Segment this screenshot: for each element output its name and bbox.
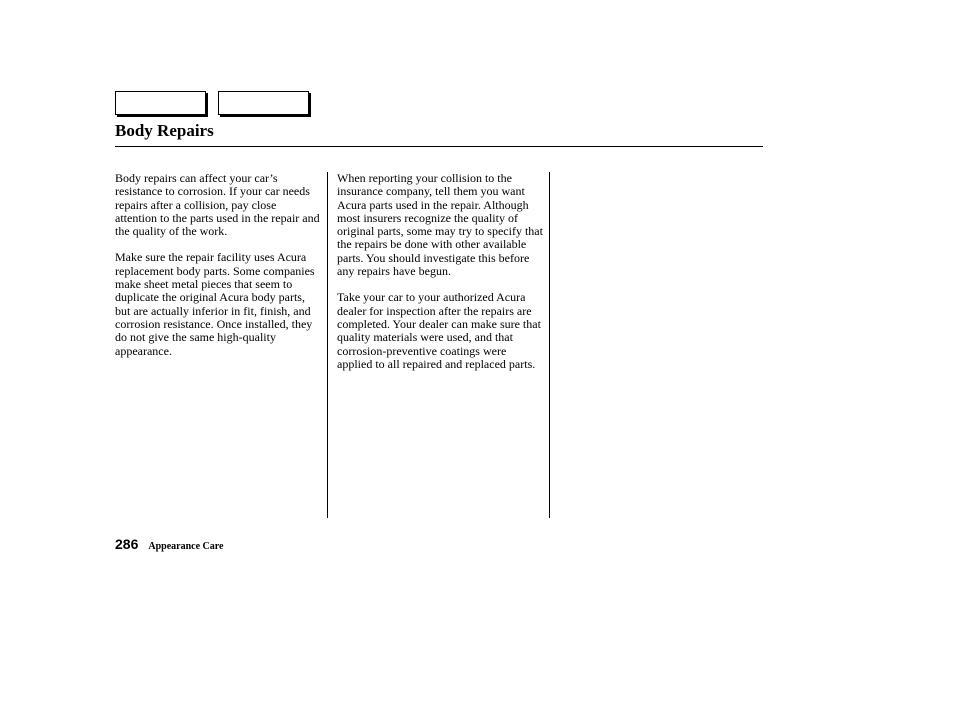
page-number: 286: [115, 536, 139, 552]
column-divider: [549, 172, 550, 518]
paragraph: Make sure the repair facility uses Acura replacement body parts. Some companies make sheet metal pieces that seem to duplicate the original Acura body parts, but are actually inferior in fit, finish, and corrosion resistance. Once installed, they do not give the same high-quality appearance.: [115, 250, 315, 358]
nav-button-contents[interactable]: [115, 91, 206, 115]
paragraph: Body repairs can affect your car’s resistance to corrosion. If your car needs repairs after a collision, pay close attention to the parts used in the repair and the quality of the work.: [115, 171, 320, 239]
footer-section-name[interactable]: Appearance Care: [148, 541, 224, 552]
text-column-left: [115, 172, 321, 371]
title-divider: [115, 146, 763, 147]
nav-button-index[interactable]: [218, 91, 309, 115]
column-divider: [327, 172, 328, 518]
page-footer: [115, 536, 223, 554]
paragraph: When reporting your collision to the insurance company, tell them you want Acura parts used in the repair. Although most insurers recognize the quality of original parts, some may try to specify that the repairs be done with other available parts. You should investigate this before any repairs have begun.: [337, 171, 543, 279]
page-title: Body Repairs: [115, 121, 214, 140]
paragraph: Take your car to your authorized Acura dealer for inspection after the repairs are completed. Your dealer can make sure that quality materials were used, and that corrosion-preventive coatings were applied to all repaired and replaced parts.: [337, 290, 541, 371]
text-column-middle: [337, 172, 543, 384]
